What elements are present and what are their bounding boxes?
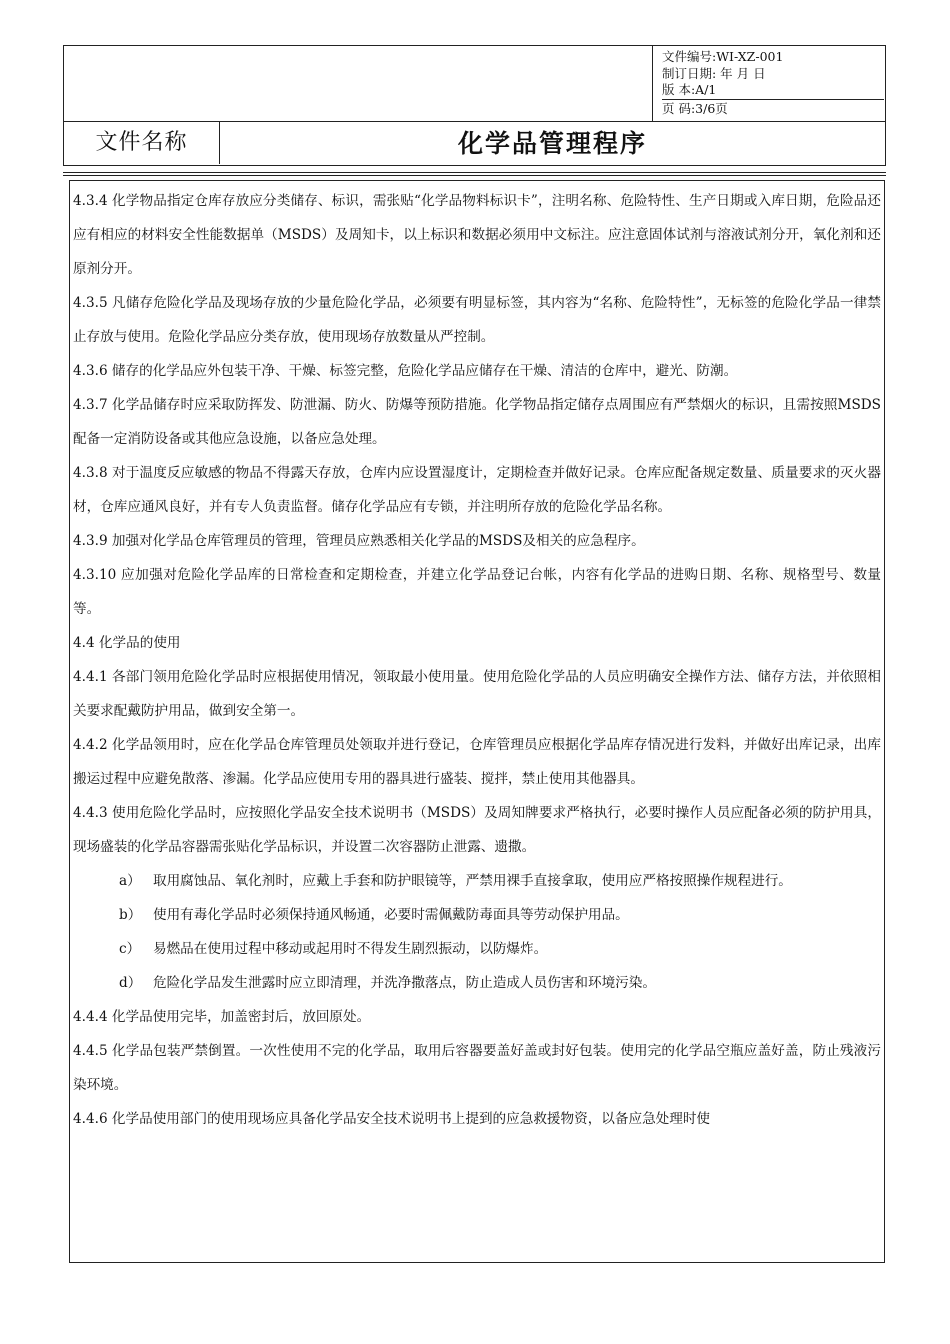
version: 版 本:A/1 [662, 82, 717, 97]
section-4-4-heading: 4.4 化学品的使用 [73, 635, 181, 651]
list-item-label: b） [119, 907, 142, 923]
list-item-d [73, 966, 881, 1000]
document-body [73, 184, 881, 1136]
issue-date: 制订日期: 年 月 日 [662, 65, 766, 81]
header-rule-2 [63, 175, 886, 176]
clause-4-3-5: 4.3.5 凡储存危险化学品及现场存放的少量危险化学品，必须要有明显标签，其内容为“名称、危险特性”，无标签的危险化学品一律禁止存放与使用。危险化学品应分类存放，使用现场存放数量从严控制。 [73, 295, 881, 345]
clause-4-4-5: 4.4.5 化学品包装严禁倒置。一次性使用不完的化学品，取用后容器要盖好盖或封好包装。使用完的化学品空瓶应盖好盖，防止残液污染环境。 [73, 1043, 881, 1093]
clause-4-3-10: 4.3.10 应加强对危险化学品库的日常检查和定期检查，并建立化学品登记台帐，内容有化学品的进购日期、名称、规格型号、数量等。 [73, 567, 881, 617]
clause-4-3-8: 4.3.8 对于温度反应敏感的物品不得露天存放，仓库内应设置湿度计，定期检查并做好记录。仓库应配备规定数量、质量要求的灭火器材，仓库应通风良好，并有专人负责监督。储存化学品应有专锁，并注明所存放的危险化学品名称。 [73, 465, 881, 515]
content-frame [69, 180, 885, 1263]
clause-4-3-6: 4.3.6 储存的化学品应外包装干净、干燥、标签完整，危险化学品应储存在干燥、清洁的仓库中，避光、防潮。 [73, 363, 738, 379]
clause-4-3-4: 4.3.4 化学物品指定仓库存放应分类储存、标识，需张贴“化学品物料标识卡”，注明名称、危险特性、生产日期或入库日期，危险品还应有相应的材料安全性能数据单（MSDS）及周知卡，以上标识和数据必须用中文标注。应注意固体试剂与溶液试剂分开，氧化剂和还原剂分开。 [73, 193, 881, 277]
document-title: 化学品管理程序 [457, 129, 647, 158]
list-item-text: 取用腐蚀品、氧化剂时，应戴上手套和防护眼镜等，严禁用裸手直接拿取，使用应严格按照操作规程进行。 [153, 873, 792, 889]
header-divider [652, 46, 653, 121]
list-item-text: 易燃品在使用过程中移动或起用时不得发生剧烈振动，以防爆炸。 [153, 941, 548, 957]
list-item-label: d） [119, 975, 142, 991]
clause-4-4-4: 4.4.4 化学品使用完毕，加盖密封后，放回原处。 [73, 1009, 371, 1025]
clause-4-4-3: 4.4.3 使用危险化学品时，应按照化学品安全技术说明书（MSDS）及周知牌要求严格执行，必要时操作人员应配备必须的防护用具，现场盛装的化学品容器需张贴化学品标识，并设置二次容器防止泄露、遗撒。 [73, 805, 881, 855]
header-info-box [63, 45, 886, 122]
list-item-text: 使用有毒化学品时必须保持通风畅通，必要时需佩戴防毒面具等劳动保护用品。 [153, 907, 629, 923]
header-title-box [63, 121, 886, 166]
clause-4-4-1: 4.4.1 各部门领用危险化学品时应根据使用情况，领取最小使用量。使用危险化学品的人员应明确安全操作方法、储存方法，并依照相关要求配戴防护用品，做到安全第一。 [73, 669, 881, 719]
file-name-label: 文件名称 [64, 122, 220, 164]
clause-4-4-2: 4.4.2 化学品领用时，应在化学品仓库管理员处领取并进行登记，仓库管理员应根据化学品库存情况进行发料，并做好出库记录，出库搬运过程中应避免散落、渗漏。化学品应使用专用的器具进行盛装、搅拌，禁止使用其他器具。 [73, 737, 881, 787]
list-item-c [73, 932, 881, 966]
list-item-a [73, 864, 881, 898]
header-rule-1 [63, 172, 886, 173]
list-item-label: c） [119, 941, 141, 957]
page-number: 页 码:3/6页 [662, 100, 728, 116]
list-item-text: 危险化学品发生泄露时应立即清理，并洗净撒落点，防止造成人员伤害和环境污染。 [153, 975, 656, 991]
doc-number: 文件编号:WI-XZ-001 [662, 49, 784, 64]
list-item-label: a） [119, 873, 141, 889]
meta-separator [662, 99, 884, 100]
clause-4-4-6: 4.4.6 化学品使用部门的使用现场应具备化学品安全技术说明书上提到的应急救援物资，以备应急处理时使 [73, 1111, 711, 1127]
clause-4-3-9: 4.3.9 加强对化学品仓库管理员的管理，管理员应熟悉相关化学品的MSDS及相关的应急程序。 [73, 533, 645, 549]
list-item-b [73, 898, 881, 932]
clause-4-3-7: 4.3.7 化学品储存时应采取防挥发、防泄漏、防火、防爆等预防措施。化学物品指定储存点周围应有严禁烟火的标识，且需按照MSDS配备一定消防设备或其他应急设施，以备应急处理。 [73, 397, 881, 447]
document-meta [662, 49, 884, 117]
